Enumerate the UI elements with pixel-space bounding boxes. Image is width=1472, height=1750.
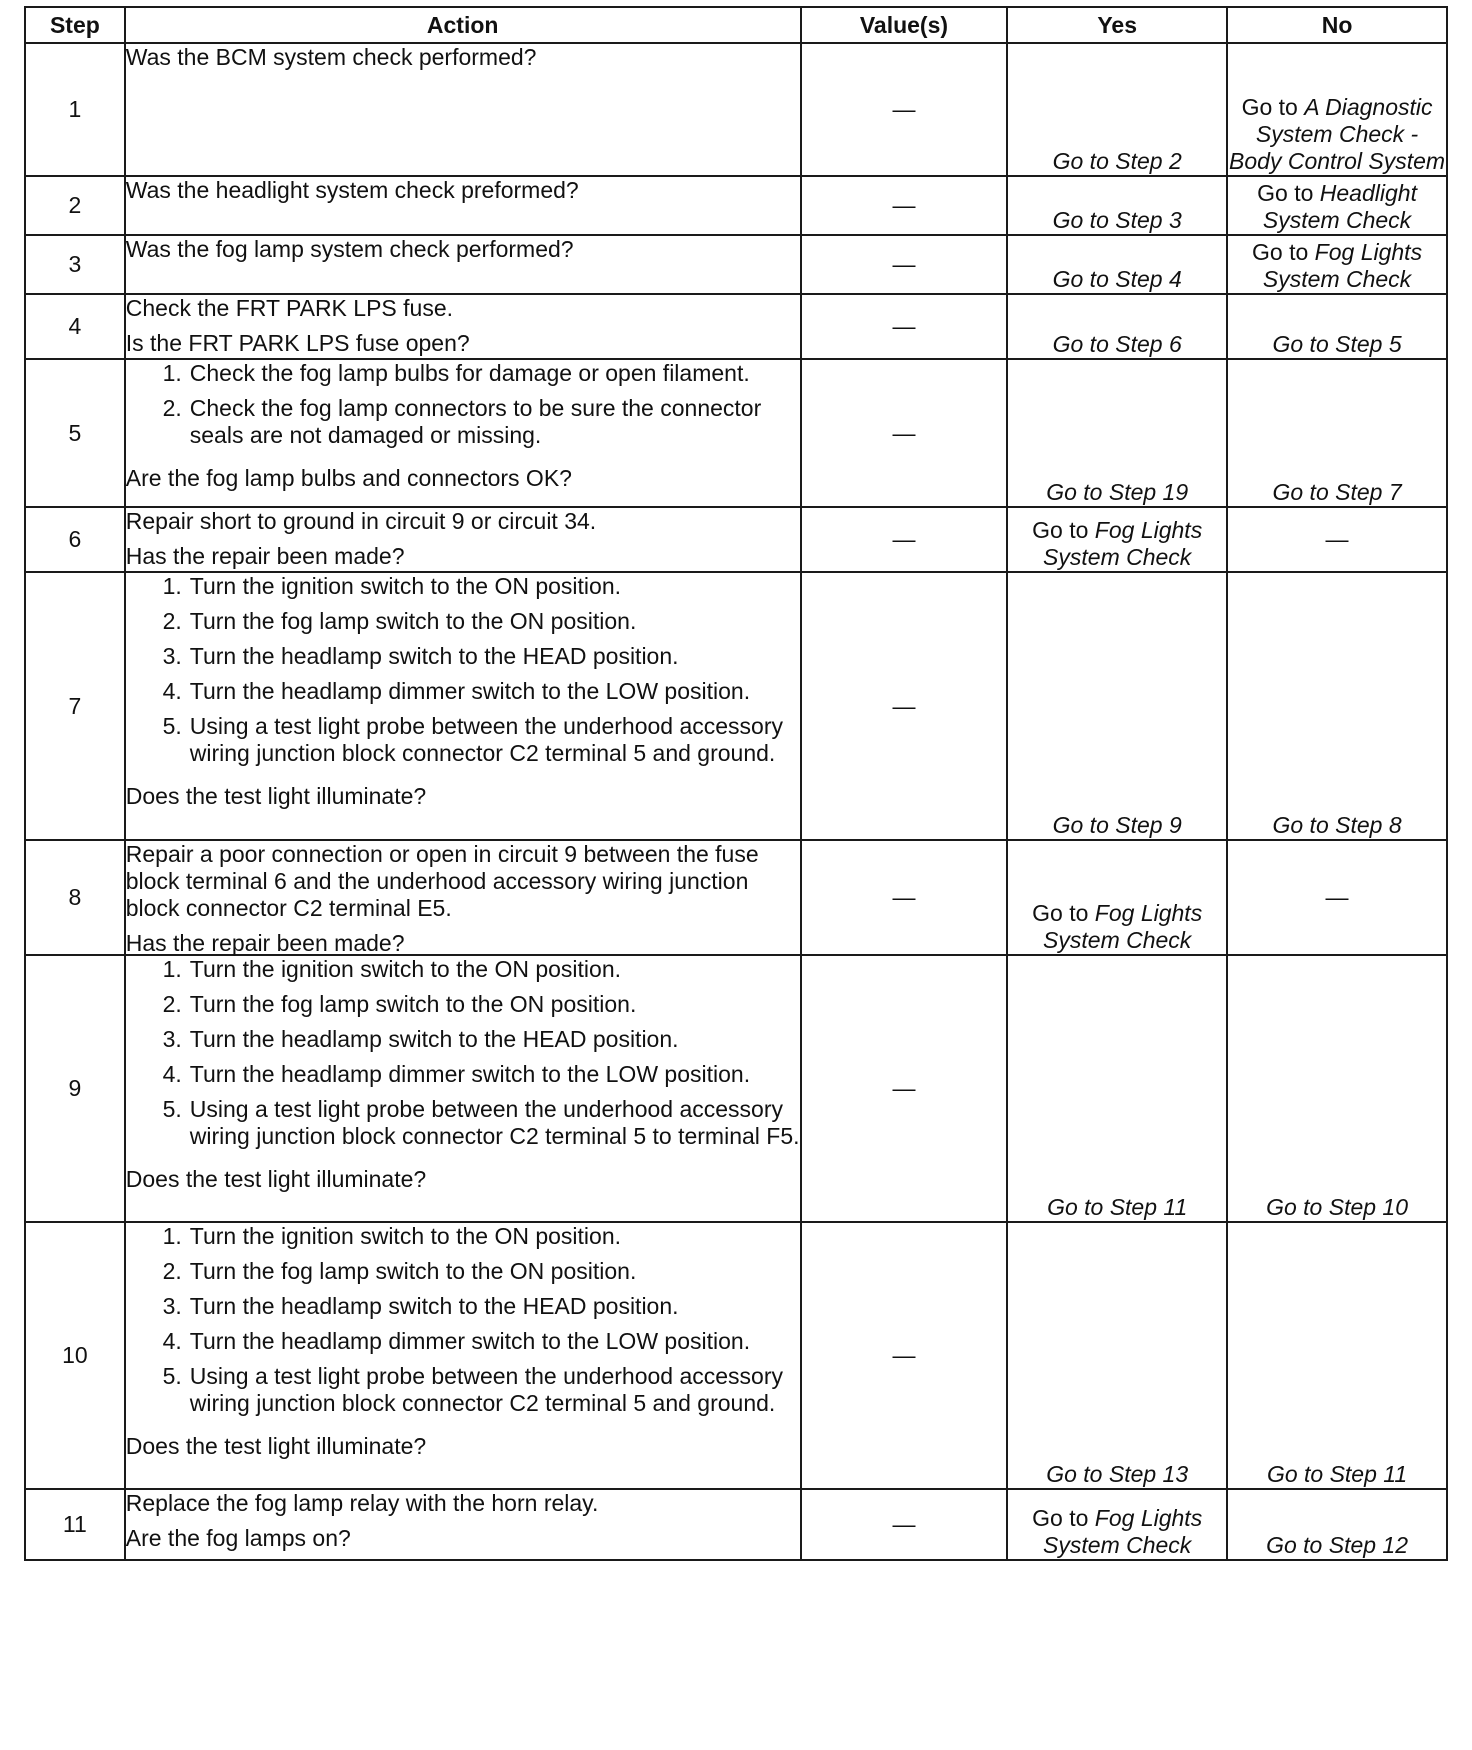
action-step-number: 2. bbox=[162, 608, 182, 634]
table-row bbox=[25, 507, 1447, 572]
action-step-text: Turn the headlamp switch to the HEAD position. bbox=[189, 643, 679, 669]
no-result-cell[interactable] bbox=[1227, 235, 1447, 294]
action-question: Is the FRT PARK LPS fuse open? bbox=[125, 330, 470, 356]
table-row bbox=[25, 235, 1447, 294]
value-cell: — bbox=[801, 955, 1008, 1222]
yes-result-cell[interactable] bbox=[1007, 294, 1227, 359]
step-number: 6 bbox=[25, 507, 125, 572]
yes-result-link[interactable]: Go to Step 4 bbox=[1052, 266, 1182, 292]
yes-result-cell[interactable] bbox=[1007, 507, 1227, 572]
action-step-text: Turn the fog lamp switch to the ON position. bbox=[189, 1258, 637, 1284]
value-cell: — bbox=[801, 235, 1008, 294]
action-step-item bbox=[126, 678, 800, 705]
goto-prefix: Go to bbox=[1032, 517, 1089, 543]
action-step-item bbox=[126, 395, 800, 449]
action-cell bbox=[125, 43, 801, 176]
no-result-link: — bbox=[1325, 884, 1349, 910]
value-cell: — bbox=[801, 1222, 1008, 1489]
goto-prefix: Go to bbox=[1241, 94, 1298, 120]
no-result-link[interactable]: Go to Step 7 bbox=[1272, 479, 1402, 505]
action-step-list bbox=[126, 1223, 800, 1425]
action-step-number: 1. bbox=[162, 360, 182, 386]
header-step: Step bbox=[25, 7, 125, 43]
action-cell bbox=[125, 507, 801, 572]
step-number: 1 bbox=[25, 43, 125, 176]
action-question: Was the fog lamp system check performed? bbox=[125, 236, 574, 262]
value-cell: — bbox=[801, 359, 1008, 507]
action-step-item bbox=[126, 1026, 800, 1053]
value-cell: — bbox=[801, 840, 1008, 955]
header-values: Value(s) bbox=[801, 7, 1008, 43]
action-cell bbox=[125, 840, 801, 955]
no-result-cell[interactable] bbox=[1227, 572, 1447, 840]
no-result-link[interactable]: Go to Step 12 bbox=[1266, 1532, 1409, 1558]
yes-result-link[interactable]: Go to Step 2 bbox=[1052, 148, 1182, 174]
yes-result-link[interactable]: Go to Step 9 bbox=[1052, 812, 1182, 838]
action-cell bbox=[125, 572, 801, 840]
action-question: Was the headlight system check preformed? bbox=[125, 177, 579, 203]
header-action: Action bbox=[125, 7, 801, 43]
yes-result-cell[interactable] bbox=[1007, 1222, 1227, 1489]
step-number: 2 bbox=[25, 176, 125, 235]
no-result-cell[interactable] bbox=[1227, 840, 1447, 955]
action-instruction: Check the FRT PARK LPS fuse. bbox=[125, 295, 454, 321]
yes-result-cell[interactable] bbox=[1007, 359, 1227, 507]
yes-result-cell[interactable] bbox=[1007, 43, 1227, 176]
goto-prefix: Go to bbox=[1252, 239, 1309, 265]
action-step-item bbox=[126, 573, 800, 600]
action-step-text: Using a test light probe between the underhood accessory wiring junction block connector C2 terminal 5 to terminal F5. bbox=[189, 1096, 800, 1149]
action-question: Was the BCM system check performed? bbox=[125, 44, 537, 70]
action-step-number: 1. bbox=[162, 1223, 182, 1249]
action-step-text: Turn the headlamp dimmer switch to the LOW position. bbox=[189, 1061, 751, 1087]
action-step-item bbox=[126, 1293, 800, 1320]
no-result-cell[interactable] bbox=[1227, 1489, 1447, 1560]
value-cell: — bbox=[801, 176, 1008, 235]
action-cell bbox=[125, 1489, 801, 1560]
action-question: Has the repair been made? bbox=[125, 543, 405, 569]
action-question: Are the fog lamp bulbs and connectors OK? bbox=[125, 465, 572, 491]
action-step-item bbox=[126, 1258, 800, 1285]
action-step-item bbox=[126, 713, 800, 767]
action-step-text: Turn the headlamp switch to the HEAD position. bbox=[189, 1026, 679, 1052]
step-number: 11 bbox=[25, 1489, 125, 1560]
action-step-text: Using a test light probe between the underhood accessory wiring junction block connector C2 terminal 5 and ground. bbox=[189, 1363, 784, 1416]
action-question: Has the repair been made? bbox=[125, 930, 405, 956]
action-step-text: Turn the fog lamp switch to the ON position. bbox=[189, 991, 637, 1017]
yes-result-cell[interactable] bbox=[1007, 1489, 1227, 1560]
value-cell: — bbox=[801, 294, 1008, 359]
action-step-number: 5. bbox=[162, 1363, 182, 1389]
action-step-number: 4. bbox=[162, 678, 182, 704]
step-number: 7 bbox=[25, 572, 125, 840]
yes-result-cell[interactable] bbox=[1007, 572, 1227, 840]
action-step-list bbox=[126, 360, 800, 457]
action-step-number: 3. bbox=[162, 643, 182, 669]
action-step-item bbox=[126, 991, 800, 1018]
action-cell bbox=[125, 955, 801, 1222]
yes-result-link[interactable]: Go to Step 3 bbox=[1052, 207, 1182, 233]
action-question: Does the test light illuminate? bbox=[125, 783, 427, 809]
action-step-item bbox=[126, 1328, 800, 1355]
step-number: 3 bbox=[25, 235, 125, 294]
action-step-number: 2. bbox=[162, 991, 182, 1017]
header-row bbox=[25, 7, 1447, 43]
action-cell bbox=[125, 176, 801, 235]
step-number: 5 bbox=[25, 359, 125, 507]
diagnostic-table bbox=[24, 6, 1448, 1561]
action-step-number: 2. bbox=[162, 1258, 182, 1284]
action-step-text: Turn the headlamp switch to the HEAD position. bbox=[189, 1293, 679, 1319]
value-cell: — bbox=[801, 572, 1008, 840]
header-yes: Yes bbox=[1007, 7, 1227, 43]
step-number: 8 bbox=[25, 840, 125, 955]
action-step-text: Turn the ignition switch to the ON position. bbox=[189, 956, 621, 982]
action-instruction: Repair short to ground in circuit 9 or circuit 34. bbox=[125, 508, 597, 534]
no-result-link: — bbox=[1325, 526, 1349, 552]
action-step-item bbox=[126, 1363, 800, 1417]
action-step-item bbox=[126, 608, 800, 635]
goto-prefix: Go to bbox=[1257, 180, 1314, 206]
action-instruction: Repair a poor connection or open in circuit 9 between the fuse block terminal 6 and the underhood accessory wiring junction block connector C2 terminal E5. bbox=[125, 841, 759, 921]
table-row bbox=[25, 176, 1447, 235]
table-row bbox=[25, 359, 1447, 507]
action-step-text: Turn the ignition switch to the ON position. bbox=[189, 573, 621, 599]
step-number: 4 bbox=[25, 294, 125, 359]
no-result-link[interactable]: Fog Lights System Check bbox=[1262, 239, 1423, 292]
action-step-list bbox=[126, 573, 800, 775]
no-result-link[interactable]: Go to Step 10 bbox=[1266, 1194, 1409, 1220]
action-step-number: 1. bbox=[162, 573, 182, 599]
action-step-item bbox=[126, 1061, 800, 1088]
no-result-link[interactable]: Go to Step 5 bbox=[1272, 331, 1402, 357]
yes-result-link[interactable]: Fog Lights System Check bbox=[1043, 900, 1203, 953]
table-row bbox=[25, 1222, 1447, 1489]
yes-result-cell[interactable] bbox=[1007, 176, 1227, 235]
no-result-link[interactable]: Headlight System Check bbox=[1262, 180, 1417, 233]
no-result-link[interactable]: Go to Step 8 bbox=[1272, 812, 1402, 838]
action-question: Does the test light illuminate? bbox=[125, 1166, 427, 1192]
action-step-number: 1. bbox=[162, 956, 182, 982]
no-result-cell[interactable] bbox=[1227, 507, 1447, 572]
no-result-cell[interactable] bbox=[1227, 294, 1447, 359]
action-step-number: 3. bbox=[162, 1293, 182, 1319]
yes-result-cell[interactable] bbox=[1007, 840, 1227, 955]
action-question: Are the fog lamps on? bbox=[125, 1525, 351, 1551]
table-row bbox=[25, 840, 1447, 955]
action-cell bbox=[125, 359, 801, 507]
step-number: 10 bbox=[25, 1222, 125, 1489]
action-instruction: Replace the fog lamp relay with the horn relay. bbox=[125, 1490, 599, 1516]
action-step-text: Check the fog lamp connectors to be sure the connector seals are not damaged or missing. bbox=[189, 395, 762, 448]
goto-prefix: Go to bbox=[1032, 1505, 1089, 1531]
table-row bbox=[25, 572, 1447, 840]
action-step-item bbox=[126, 1096, 800, 1150]
value-cell: — bbox=[801, 507, 1008, 572]
diagnostic-page bbox=[24, 6, 1448, 1561]
action-step-number: 4. bbox=[162, 1328, 182, 1354]
action-step-text: Using a test light probe between the underhood accessory wiring junction block connector C2 terminal 5 and ground. bbox=[189, 713, 784, 766]
action-step-number: 5. bbox=[162, 1096, 182, 1122]
action-step-text: Turn the ignition switch to the ON position. bbox=[189, 1223, 621, 1249]
action-question: Does the test light illuminate? bbox=[125, 1433, 427, 1459]
table-row bbox=[25, 43, 1447, 176]
yes-result-link[interactable]: Fog Lights System Check bbox=[1043, 1505, 1203, 1558]
yes-result-link[interactable]: Go to Step 19 bbox=[1046, 479, 1189, 505]
value-cell: — bbox=[801, 1489, 1008, 1560]
action-step-text: Check the fog lamp bulbs for damage or open filament. bbox=[189, 360, 750, 386]
action-step-text: Turn the headlamp dimmer switch to the LOW position. bbox=[189, 678, 751, 704]
action-step-number: 4. bbox=[162, 1061, 182, 1087]
step-number: 9 bbox=[25, 955, 125, 1222]
action-step-text: Turn the headlamp dimmer switch to the LOW position. bbox=[189, 1328, 751, 1354]
table-row bbox=[25, 955, 1447, 1222]
table-body bbox=[25, 43, 1447, 1560]
yes-result-link[interactable]: Go to Step 13 bbox=[1046, 1461, 1189, 1487]
action-cell bbox=[125, 1222, 801, 1489]
no-result-link[interactable]: Go to Step 11 bbox=[1266, 1461, 1408, 1487]
yes-result-link[interactable]: Fog Lights System Check bbox=[1043, 517, 1203, 570]
no-result-link[interactable]: A Diagnostic System Check - Body Control System bbox=[1229, 94, 1446, 174]
yes-result-link[interactable]: Go to Step 11 bbox=[1047, 1194, 1188, 1220]
action-step-number: 3. bbox=[162, 1026, 182, 1052]
yes-result-cell[interactable] bbox=[1007, 955, 1227, 1222]
header-no: No bbox=[1227, 7, 1447, 43]
action-step-list bbox=[126, 956, 800, 1158]
action-step-number: 2. bbox=[162, 395, 182, 421]
no-result-cell[interactable] bbox=[1227, 176, 1447, 235]
action-step-item bbox=[126, 643, 800, 670]
goto-prefix: Go to bbox=[1032, 900, 1089, 926]
action-cell bbox=[125, 235, 801, 294]
action-step-number: 5. bbox=[162, 713, 182, 739]
action-step-item bbox=[126, 956, 800, 983]
action-step-text: Turn the fog lamp switch to the ON position. bbox=[189, 608, 637, 634]
no-result-cell[interactable] bbox=[1227, 955, 1447, 1222]
table-row bbox=[25, 1489, 1447, 1560]
yes-result-cell[interactable] bbox=[1007, 235, 1227, 294]
no-result-cell[interactable] bbox=[1227, 359, 1447, 507]
yes-result-link[interactable]: Go to Step 6 bbox=[1052, 331, 1182, 357]
action-step-item bbox=[126, 1223, 800, 1250]
no-result-cell[interactable] bbox=[1227, 1222, 1447, 1489]
no-result-cell[interactable] bbox=[1227, 43, 1447, 176]
value-cell: — bbox=[801, 43, 1008, 176]
action-step-item bbox=[126, 360, 800, 387]
action-cell bbox=[125, 294, 801, 359]
table-row bbox=[25, 294, 1447, 359]
